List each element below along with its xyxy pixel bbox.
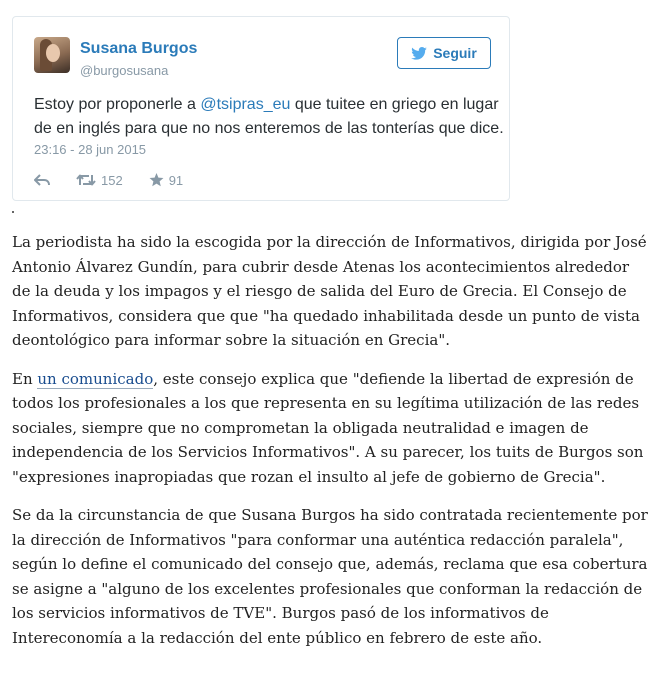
tweet-text-after: que tuitee en griego en lugar de en inglés para que no nos enteremos de las tonterías que dice.	[34, 96, 504, 137]
paragraph-2-body: , este consejo explica que "defiende la libertad de expresión de todos los profesionales a los que representa en su legítima utilización de las redes sociales, siempre que no comprometan la obligada neutralidad e imagen de independencia de los Servicios Informativos". A su parecer, los tuits de Burgos son "expresiones inapropiadas que rozan el insulto al jefe de gobierno de Grecia".	[12, 369, 644, 486]
twitter-bird-icon	[411, 47, 427, 60]
article-paragraph-2	[12, 367, 652, 490]
paragraph-2-lead: En	[12, 369, 38, 388]
article-paragraph-3: Se da la circunstancia de que Susana Burgos ha sido contratada recientemente por la dirección de Informativos "para conformar una auténtica redacción paralela", según lo define el comunicado del consejo que, además, reclama que esa cobertura se asigne a "alguno de los excelentes profesionales que conforman la redacción de los servicios informativos de TVE". Burgos pasó de los informativos de Intereconomía a la redacción del ente público en febrero de este año.	[12, 506, 648, 647]
comunicado-link[interactable]: un comunicado	[37, 369, 154, 388]
follow-button[interactable]	[397, 37, 491, 69]
star-icon	[149, 173, 164, 187]
favorite-button[interactable]	[149, 173, 183, 188]
reply-icon	[34, 173, 50, 187]
article-body	[12, 230, 652, 664]
tweet-timestamp[interactable]: 23:16 - 28 jun 2015	[34, 142, 147, 157]
separator-dot	[12, 211, 14, 213]
avatar[interactable]	[34, 37, 70, 73]
tweet-text	[34, 93, 504, 141]
tweet-text-before: Estoy por proponerle a	[34, 96, 201, 113]
retweet-count: 152	[101, 172, 123, 188]
favorite-count: 91	[168, 172, 184, 188]
avatar-face	[46, 44, 60, 62]
retweet-icon	[76, 173, 96, 187]
reply-button[interactable]	[34, 173, 50, 187]
retweet-button[interactable]	[76, 173, 123, 188]
embedded-tweet	[12, 16, 510, 201]
article-paragraph-1: La periodista ha sido la escogida por la dirección de Informativos, dirigida por José Antonio Álvarez Gundín, para cubrir desde Atenas los acontecimientos alrededor de la deuda y los impagos y el riesgo de salida del Euro de Grecia. El Consejo de Informativos, considera que que "ha quedado inhabilitada desde un punto de vista deontológico para informar sobre la situación en Grecia".	[12, 233, 647, 349]
tweet-actions	[34, 170, 183, 190]
tweet-mention-link[interactable]: @tsipras_eu	[200, 96, 291, 113]
follow-button-label: Seguir	[433, 45, 477, 61]
tweet-author-handle[interactable]: @burgosusana	[80, 63, 169, 78]
tweet-author-name[interactable]: Susana Burgos	[80, 40, 198, 57]
